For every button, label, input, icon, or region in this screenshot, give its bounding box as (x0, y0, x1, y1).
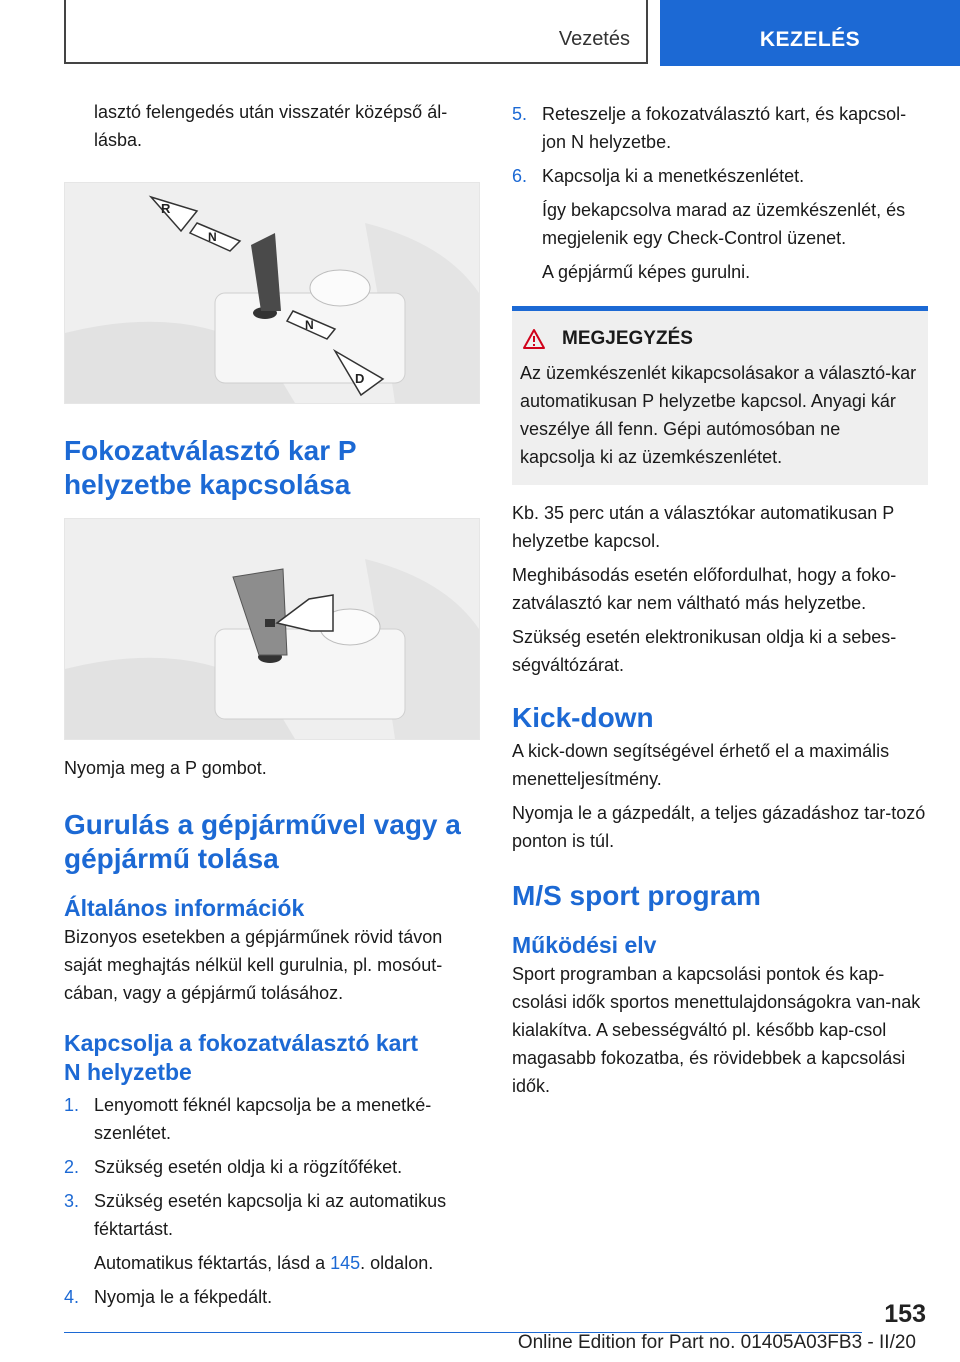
fig-label-r: R (161, 201, 171, 216)
page-link[interactable]: 145 (330, 1253, 361, 1273)
step-text: Szükség esetén kapcsolja ki az automatikus féktartást. (94, 1191, 447, 1239)
neutral-title-line2: N helyzetbe (64, 1059, 192, 1085)
step-text: Szükség esetén oldja ki a rögzítőféket. (94, 1157, 403, 1177)
page-number: 153 (884, 1300, 926, 1328)
malfunction-text: Meghibásodás esetén előfordulhat, hogy a foko-zatválasztó kar nem váltható más helyzetbe. (512, 565, 897, 613)
fig-label-d: D (355, 371, 365, 386)
intro-text: lasztó felengedés után visszatér középső ál-lásba. (94, 102, 448, 150)
step-item (512, 162, 928, 286)
step-note (94, 1249, 478, 1277)
ms-program-title: M/S sport program (512, 880, 761, 911)
left-column (64, 98, 478, 1311)
section-park-title: Fokozatválasztó kar P helyzetbe kapcsolása (64, 435, 357, 500)
steps-list-left (64, 1091, 478, 1311)
step-note-suffix: . oldalon. (360, 1253, 434, 1273)
kickdown-title: Kick-down (512, 702, 654, 733)
neutral-title-line1: Kapcsolja a fokozatválasztó kart (64, 1030, 419, 1056)
neutral-title (64, 1029, 478, 1087)
general-info-title: Általános információk (64, 895, 305, 921)
auto-park-text: Kb. 35 perc után a választókar automatikusan P helyzetbe kapcsol. (512, 503, 894, 551)
step-note-text: Automatikus féktartás, lásd a (94, 1253, 331, 1273)
fig-label-n2: N (305, 318, 314, 332)
step-item (64, 1153, 478, 1181)
header-section-box (64, 0, 648, 64)
step-number: 3. (64, 1191, 80, 1211)
notice-header (520, 325, 920, 353)
notice-text: Az üzemkészenlét kikapcsolásakor a választó-kar automatikusan P helyzetbe kapcsol. Anyagi kár veszélye áll fenn. Gépi autómosóban ne kapcsolja ki az üzemkészenlétet. (520, 363, 917, 467)
section-rolling-title: Gurulás a gépjárművel vagy a gépjármű tolása (64, 809, 461, 874)
step-number: 2. (64, 1157, 80, 1177)
steps-list-right (512, 100, 928, 286)
general-info-text: Bizonyos esetekben a gépjárműnek rövid távon saját meghajtás nélkül kell gurulnia, pl. mosóut-cában, vagy a gépjármű tolásához. (64, 927, 443, 1003)
header-chapter-tab (660, 0, 960, 66)
ms-principle-text: Sport programban a kapcsolási pontok és kap-csolási idők sportos menettulajdonságokra van-nak kialakítva. A sebességváltó pl. később kap-csol magasabb fokozatba, és rövidebbek a kapcsolási idők. (512, 964, 921, 1096)
step-number: 5. (512, 104, 528, 124)
gear-selector-illustration (64, 182, 480, 404)
press-p-text: Nyomja meg a P gombot. (64, 758, 267, 778)
step-text: Lenyomott féknél kapcsolja be a menetké-szenlétet. (94, 1095, 432, 1143)
fig-label-n1: N (208, 230, 217, 244)
header-section-title: Vezetés (558, 28, 630, 50)
step-text: Nyomja le a fékpedált. (94, 1287, 273, 1307)
notice-box (512, 306, 928, 485)
step-item (64, 1187, 478, 1277)
park-button-illustration (64, 518, 480, 740)
step-note: Így bekapcsolva marad az üzemkészenlét, és megjelenik egy Check-Control üzenet. (542, 200, 906, 248)
kickdown-text1: A kick-down segítségével érhető el a maximális menetteljesítmény. (512, 741, 890, 789)
step-item (512, 100, 928, 156)
step-number: 6. (512, 166, 528, 186)
step-item (64, 1091, 478, 1147)
step-item (64, 1283, 478, 1311)
ms-principle-title: Működési elv (512, 932, 657, 958)
step-number: 4. (64, 1287, 80, 1307)
unlock-text: Szükség esetén elektronikusan oldja ki a sebes-ségváltózárat. (512, 627, 897, 675)
right-column (512, 100, 928, 1100)
step-number: 1. (64, 1095, 80, 1115)
step-text: Kapcsolja ki a menetkészenlétet. (542, 166, 805, 186)
kickdown-text2: Nyomja le a gázpedált, a teljes gázadáshoz tar-tozó ponton is túl. (512, 803, 926, 851)
step-note: A gépjármű képes gurulni. (542, 262, 751, 282)
edition-text: Online Edition for Part no. 01405A03FB3 - II/20 (517, 1332, 916, 1353)
warning-icon (522, 328, 546, 350)
step-text: Reteszelje a fokozatválasztó kart, és kapcsol-jon N helyzetbe. (542, 104, 907, 152)
header-chapter-title: KEZELÉS (759, 28, 861, 51)
notice-title: MEGJEGYZÉS (562, 328, 693, 349)
